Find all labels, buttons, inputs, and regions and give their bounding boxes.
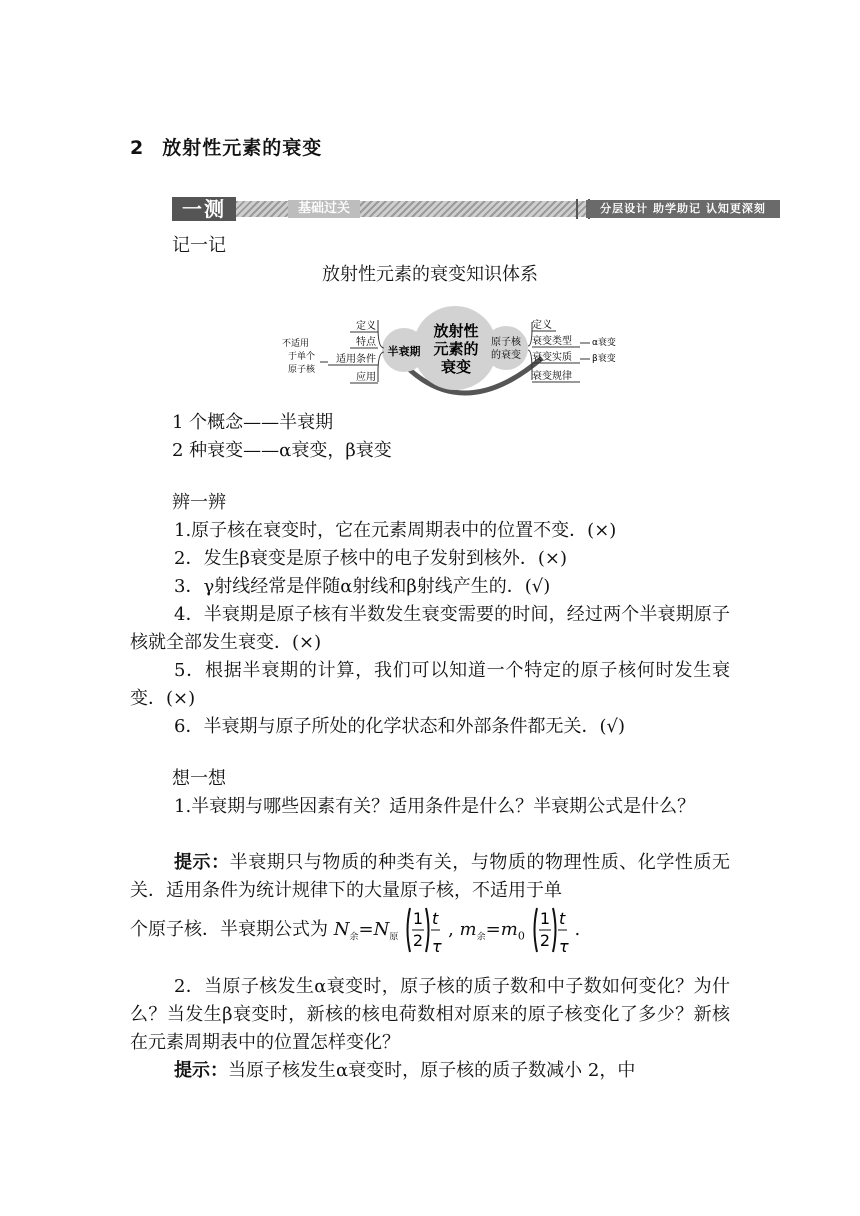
question-2: 2．当原子核发生α衰变时，原子核的质子数和中子数如何变化？为什么？当发生β衰变时，新核的核电荷数相对原来的原子核变化了多少？新核在元素周期表中的位置怎样变化？ — [130, 976, 730, 1053]
sub-m0: 0 — [517, 929, 525, 943]
left-item-2: 特点 — [356, 337, 376, 348]
left-note-1: 不适用 — [282, 339, 310, 349]
section-number: 2 — [130, 137, 145, 159]
section-title — [130, 133, 322, 160]
right-node-line-2: 的衰变 — [491, 350, 521, 361]
sub-orig: 原 — [389, 932, 399, 943]
frac1-den: 2 — [413, 931, 424, 950]
half-life-formula: 个原子核．半衰期公式为 $N_余=N_原$ 1 2 t τ , $m_余=m_0$ 1 2 t τ . — [130, 904, 750, 956]
sub-m-remain: 余 — [476, 932, 486, 943]
frac1-num: 1 — [413, 909, 424, 928]
answer-2-text: 当原子核发生α衰变时，原子核的质子数减小 2，中 — [228, 1060, 636, 1081]
sub-remain: 余 — [349, 932, 359, 943]
ji-heading: 记一记 — [172, 235, 226, 256]
banner-left-label: 一测 — [172, 197, 236, 221]
exp2-tau: τ — [558, 937, 569, 956]
frac2-den: 2 — [539, 931, 550, 950]
right-item-3: 衰变实质 — [532, 352, 572, 363]
bian-item-2: 2．发生β衰变是原子核中的电子发射到核外．(×) — [174, 548, 567, 569]
center-line-3: 衰变 — [440, 358, 472, 376]
formula-m0: m — [500, 919, 518, 940]
question-1: 1.半衰期与哪些因素有关？适用条件是什么？半衰期公式是什么？ — [174, 796, 696, 817]
right-item-2: 衰变类型 — [532, 336, 572, 347]
exp1-t: t — [432, 909, 439, 928]
answer-1-end: 个原子核．半衰期公式为 — [130, 919, 328, 940]
right-node-line-1: 原子核 — [491, 337, 521, 348]
banner-middle-label: 基础过关 — [288, 200, 360, 218]
center-line-1: 放射性 — [433, 322, 479, 340]
summary-2: 2 种衰变——α衰变，β衰变 — [172, 440, 392, 461]
formula-m-remain: m — [459, 919, 477, 940]
section-title-text: 放射性元素的衰变 — [162, 137, 323, 159]
formula-n-orig: N — [373, 919, 390, 940]
summary-1: 1 个概念——半衰期 — [172, 412, 334, 433]
left-item-4: 应用 — [356, 372, 376, 383]
bian-item-6: 6．半衰期与原子所处的化学状态和外部条件都无关．(√) — [174, 716, 625, 737]
right-circle — [484, 326, 528, 370]
left-item-1: 定义 — [356, 321, 376, 332]
xiang-heading: 想一想 — [172, 768, 226, 789]
left-note-2: 于单个 — [288, 352, 316, 362]
formula-n-remain: N — [333, 919, 350, 940]
left-item-3: 适用条件 — [336, 354, 376, 365]
frac2-num: 1 — [539, 909, 550, 928]
right-item-4: 衰变规律 — [532, 371, 572, 382]
answer-2 — [130, 1057, 730, 1085]
exp1-tau: τ — [432, 937, 442, 956]
exp2-t: t — [558, 909, 565, 928]
hint-label: 提示： — [174, 852, 230, 873]
hint-label-2: 提示： — [174, 1060, 228, 1081]
section-banner — [172, 197, 780, 221]
fraction-2 — [531, 904, 575, 956]
chart-title: 放射性元素的衰变知识体系 — [322, 264, 538, 285]
bian-heading: 辨一辨 — [172, 492, 226, 513]
banner-right-label: 分层设计 助学助记 认知更深刻 — [586, 200, 780, 218]
answer-1 — [130, 849, 730, 905]
right-item-1: 定义 — [532, 320, 552, 331]
right-note-1: α衰变 — [592, 338, 616, 348]
bian-item-5: 5．根据半衰期的计算，我们可以知道一个特定的原子核何时发生衰变．(×) — [130, 660, 730, 709]
fraction-1 — [404, 904, 448, 956]
center-line-2: 元素的 — [433, 340, 479, 358]
answer-1-text: 半衰期只与物质的种类有关，与物质的物理性质、化学性质无关．适用条件为统计规律下的大量原子核，不适用于单 — [130, 852, 730, 901]
knowledge-map — [280, 300, 630, 410]
right-note-2: β衰变 — [592, 354, 616, 364]
bian-item-1: 1.原子核在衰变时，它在元素周期表中的位置不变．(×) — [174, 520, 617, 541]
left-note-3: 原子核 — [288, 365, 316, 375]
bian-item-3: 3．γ射线经常是伴随α射线和β射线产生的．(√) — [174, 576, 551, 597]
left-node: 半衰期 — [387, 345, 421, 358]
bian-item-4: 4．半衰期是原子核有半数发生衰变需要的时间，经过两个半衰期原子核就全部发生衰变．(×) — [130, 604, 730, 653]
